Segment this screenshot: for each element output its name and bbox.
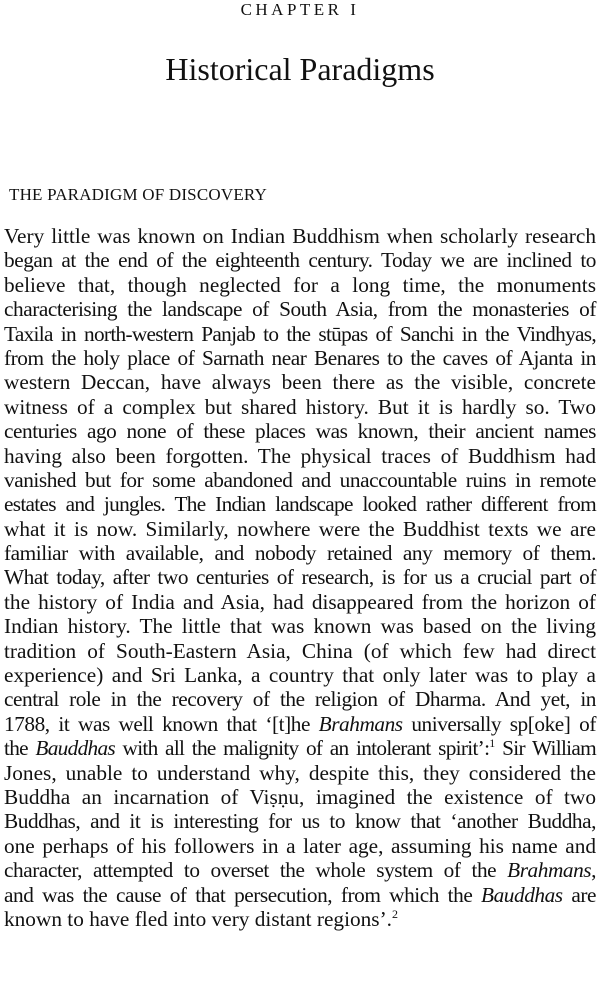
chapter-label: CHAPTER I: [240, 0, 360, 19]
text-line: centuries ago none of these places was known, their ancient names: [4, 419, 596, 444]
text-line: estates and jungles. The Indian landscape looked rather different from: [4, 492, 596, 517]
text-line: believe that, though neglected for a long time, the monuments: [4, 272, 596, 297]
text-line: having also been forgotten. The physical traces of Buddhism had: [4, 443, 596, 468]
text-line: [4, 736, 596, 760]
text-line: characterising the landscape of South Asia, from the monasteries of: [4, 297, 596, 322]
text-run: ,: [591, 858, 596, 883]
text-line: from the holy place of Sarnath near Benares to the caves of Ajanta in: [4, 345, 596, 370]
text-line: [4, 712, 596, 736]
text-run: with all the malignity of an intolerant spirit’:: [115, 736, 490, 761]
text-run: are: [562, 882, 596, 907]
footnote-marker: 1: [489, 736, 495, 751]
text-line: Very little was known on Indian Buddhism when scholarly research: [4, 224, 596, 248]
text-line: vanished but for some abandoned and unaccountable ruins in remote: [4, 467, 596, 492]
italic-term: Brahmans: [318, 711, 403, 736]
italic-term: Bauddhas: [35, 736, 116, 761]
text-run: character, attempted to overset the whole system of the: [4, 858, 508, 883]
body-paragraph: [4, 224, 596, 931]
text-run: known to have fled into very distant regions’.: [4, 906, 392, 931]
text-line: central role in the recovery of the religion of Dharma. And yet, in: [4, 687, 596, 712]
italic-term: Brahmans: [507, 858, 592, 883]
text-line: witness of a complex but shared history. But it is hardly so. Two: [4, 394, 596, 419]
text-run: and was the cause of that persecution, from which the: [4, 882, 482, 907]
text-run: 1788, it was well known that ‘[t]he: [4, 711, 319, 736]
text-line: the history of India and Asia, had disappeared from the horizon of: [4, 589, 596, 614]
text-line: [4, 858, 596, 882]
italic-term: Bauddhas: [481, 882, 563, 907]
text-line: [4, 883, 596, 907]
text-line: What today, after two centuries of research, is for us a crucial part of: [4, 565, 596, 590]
text-line: Buddha an incarnation of Viṣṇu, imagined the existence of two: [4, 784, 596, 809]
chapter-title: Historical Paradigms: [165, 51, 435, 87]
text-line: Buddhas, and it is interesting for us to know that ‘another Buddha,: [4, 809, 596, 834]
text-line: western Deccan, have always been there as the visible, concrete: [4, 370, 596, 395]
text-line: what it is now. Similarly, nowhere were the Buddhist texts we are: [4, 516, 596, 541]
footnote-marker: 2: [392, 906, 398, 921]
text-line: tradition of South-Eastern Asia, China (of which few had direct: [4, 638, 596, 663]
text-run: universally sp[oke] of: [402, 711, 596, 736]
text-line: familiar with available, and nobody retained any memory of them.: [4, 541, 596, 566]
text-line: Indian history. The little that was known was based on the living: [4, 614, 596, 639]
text-run: the: [4, 736, 36, 761]
text-line: experience) and Sri Lanka, a country that only later was to play a: [4, 663, 596, 688]
section-heading: THE PARADIGM OF DISCOVERY: [9, 185, 267, 204]
text-run: Sir William: [494, 736, 596, 761]
text-line: Jones, unable to understand why, despite this, they considered the: [4, 760, 596, 785]
text-line: Taxila in north-western Panjab to the stūpas of Sanchi in the Vindhyas,: [4, 321, 596, 346]
text-line: one perhaps of his followers in a later age, assuming his name and: [4, 833, 596, 858]
text-line: [4, 907, 596, 931]
text-line: began at the end of the eighteenth century. Today we are inclined to: [4, 248, 596, 273]
